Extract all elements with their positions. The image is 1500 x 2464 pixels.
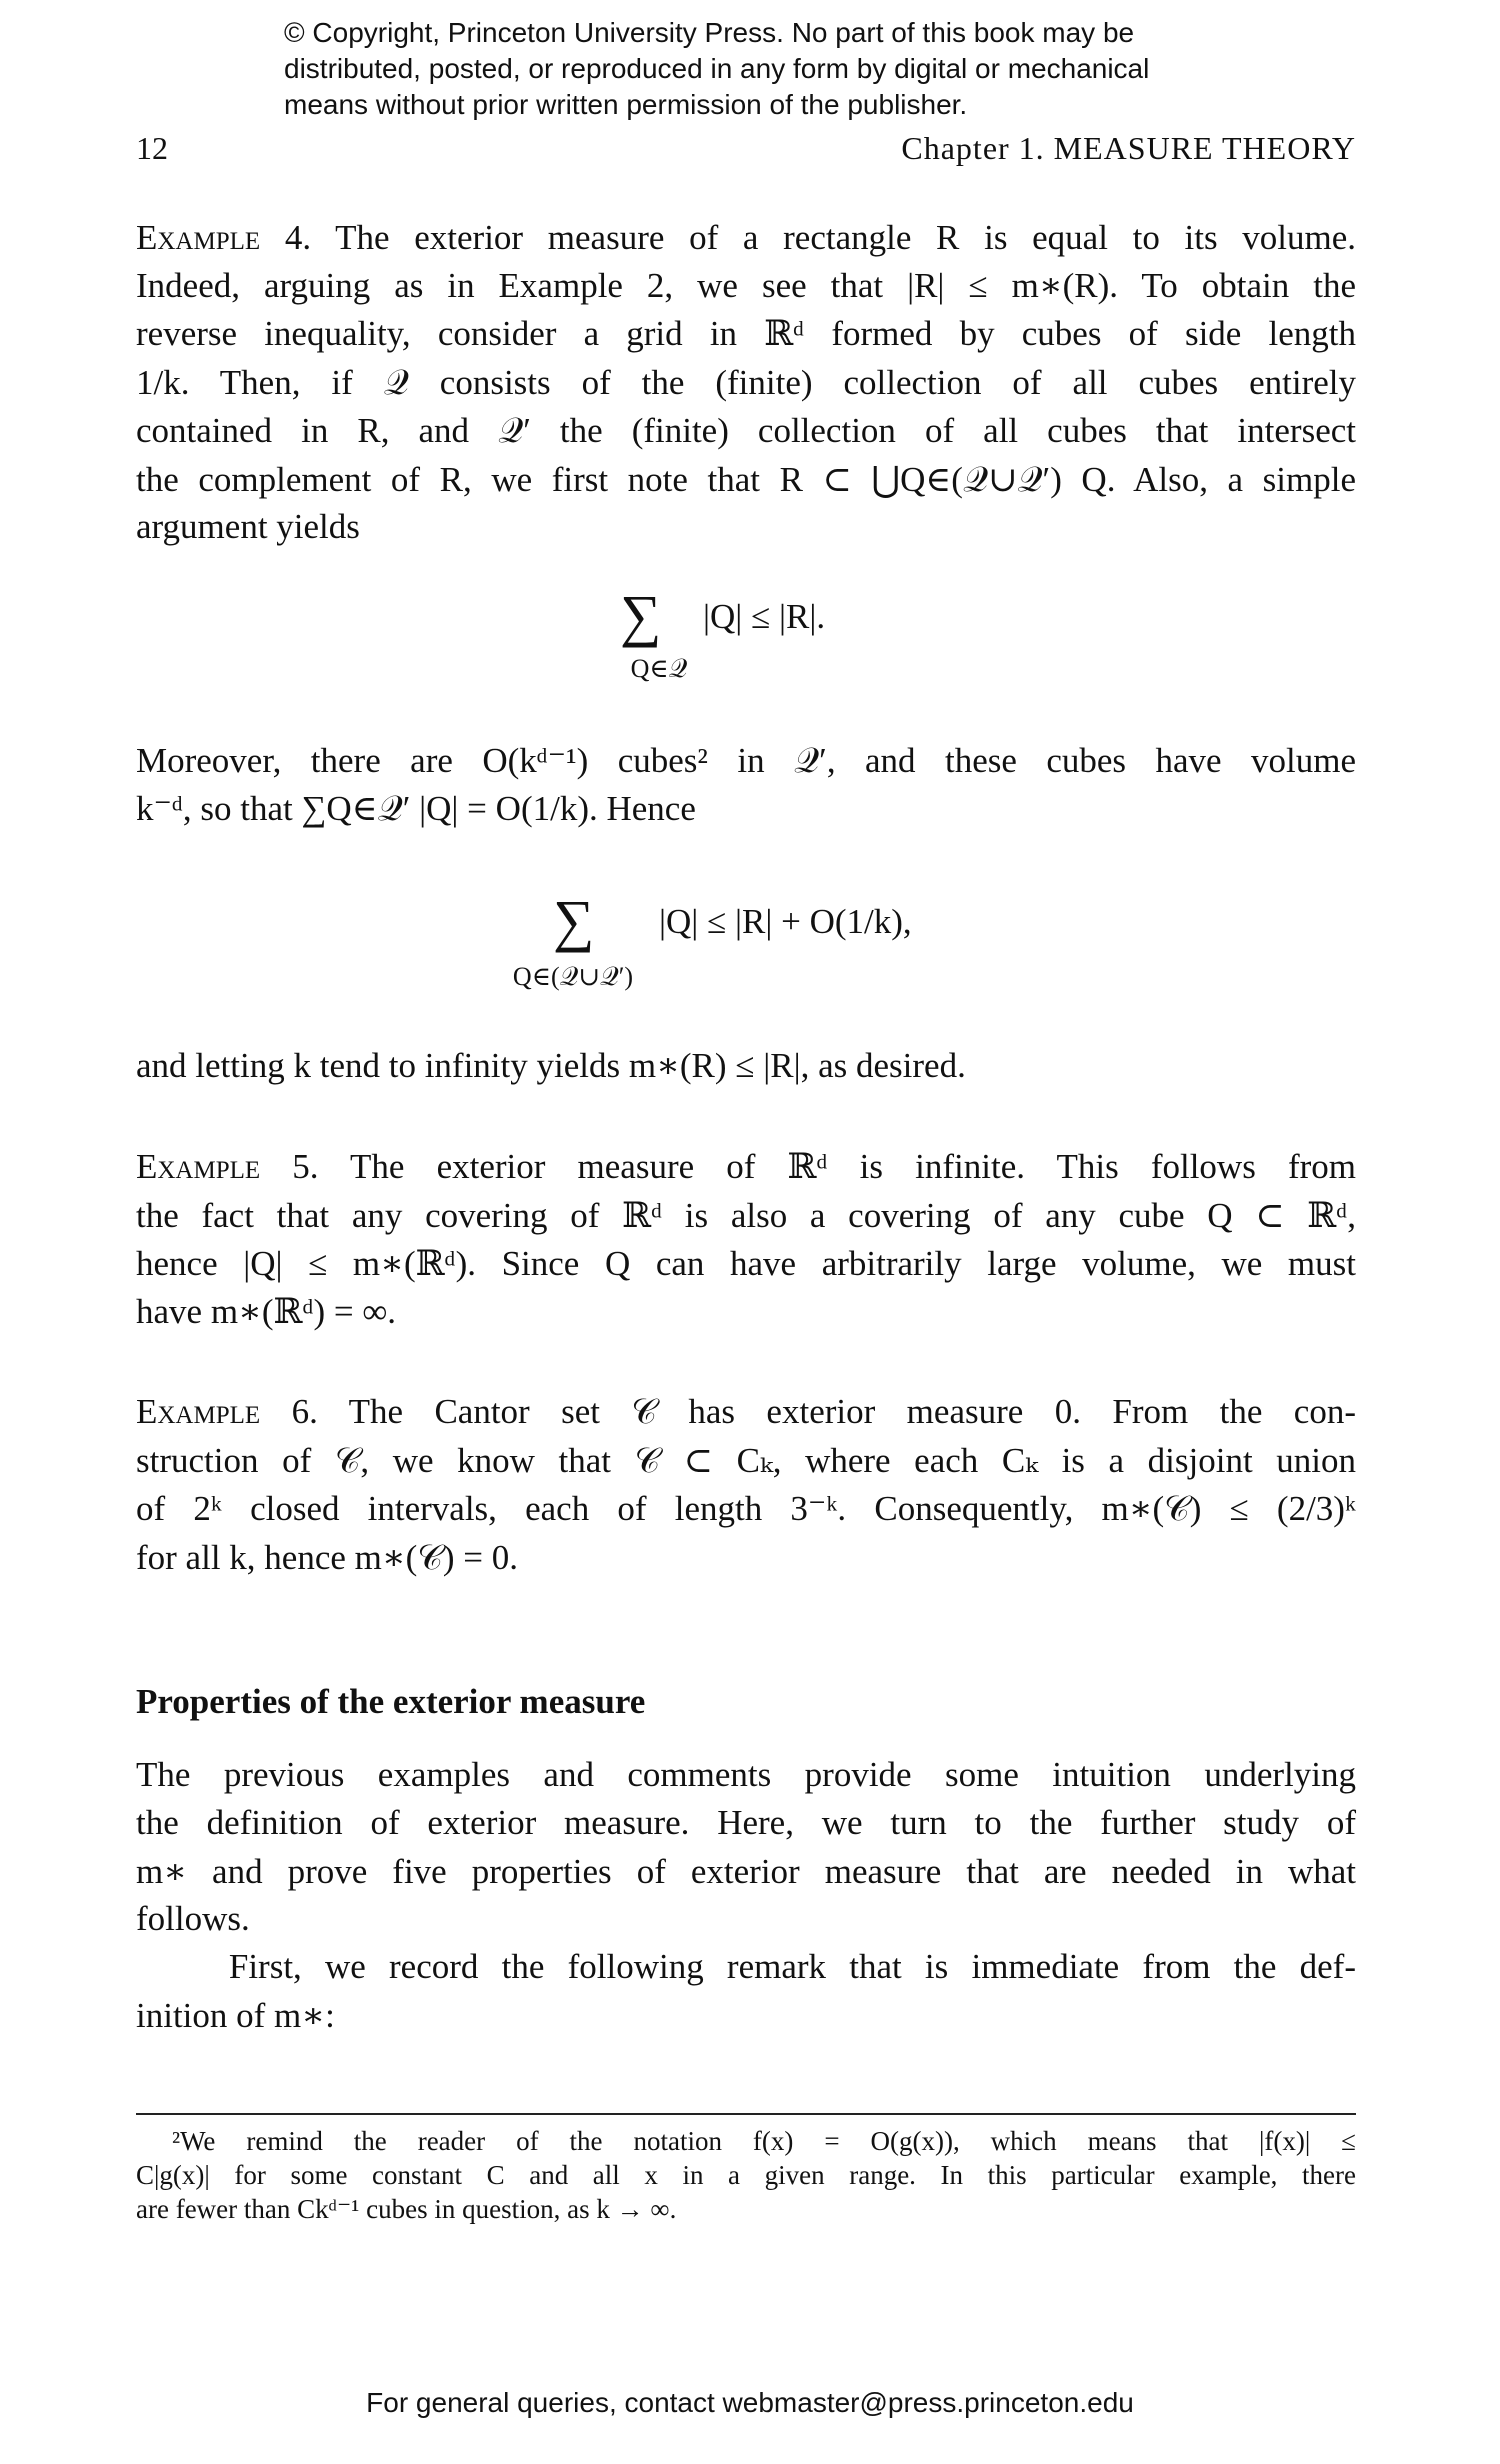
conclusion-line: and letting k tend to infinity yields m∗(R) ≤ |R|, as desired. bbox=[136, 1046, 966, 1085]
equation-subscript: Q∈(𝒬∪𝒬′) bbox=[512, 962, 634, 991]
example-label: Example 6. bbox=[136, 1392, 318, 1431]
sum-symbol: ∑ bbox=[553, 888, 595, 953]
equation-body: |Q| ≤ |R| + O(1/k), bbox=[659, 902, 912, 941]
example-4-line: reverse inequality, consider a grid in ℝᵈ formed by cubes of side length bbox=[136, 314, 1356, 353]
footnote-line: C|g(x)| for some constant C and all x in a given range. In this particular example, there bbox=[136, 2160, 1356, 2190]
example-6-line: of 2ᵏ closed intervals, each of length 3⁻ᵏ. Consequently, m∗(𝒞) ≤ (2/3)ᵏ bbox=[136, 1489, 1356, 1528]
example-4-line: contained in R, and 𝒬′ the (finite) collection of all cubes that intersect bbox=[136, 411, 1356, 450]
copyright-line: distributed, posted, or reproduced in any form by digital or mechanical bbox=[284, 53, 1150, 84]
example-6-line: struction of 𝒞, we know that 𝒞 ⊂ Cₖ, where each Cₖ is a disjoint union bbox=[136, 1441, 1356, 1480]
page-number: 12 bbox=[136, 130, 168, 166]
example-4-line: Indeed, arguing as in Example 2, we see that |R| ≤ m∗(R). To obtain the bbox=[136, 266, 1356, 305]
example-4-line bbox=[136, 214, 1356, 262]
example-4-line: argument yields bbox=[136, 507, 360, 546]
equation-subscript: Q∈𝒬 bbox=[630, 654, 688, 683]
copyright-line: © Copyright, Princeton University Press. No part of this book may be bbox=[284, 17, 1135, 48]
example-label: Example 5. bbox=[136, 1147, 319, 1186]
paragraph-line: m∗ and prove five properties of exterior measure that are needed in what bbox=[136, 1852, 1356, 1891]
paragraph-line: follows. bbox=[136, 1899, 250, 1938]
sum-symbol: ∑ bbox=[620, 583, 662, 648]
example-5-line bbox=[136, 1143, 1356, 1191]
example-5-line: hence |Q| ≤ m∗(ℝᵈ). Since Q can have arbitrarily large volume, we must bbox=[136, 1244, 1356, 1283]
footnote-divider bbox=[136, 2113, 1356, 2115]
text: The exterior measure of a rectangle R is equal to its volume. bbox=[311, 218, 1356, 257]
equation-body: |Q| ≤ |R|. bbox=[703, 597, 826, 636]
footnote-line: ²We remind the reader of the notation f(x) = O(g(x)), which means that |f(x)| ≤ bbox=[172, 2126, 1356, 2156]
example-5-line: the fact that any covering of ℝᵈ is also a covering of any cube Q ⊂ ℝᵈ, bbox=[136, 1196, 1356, 1235]
moreover-line: Moreover, there are O(kᵈ⁻¹) cubes² in 𝒬′, and these cubes have volume bbox=[136, 741, 1356, 780]
running-header: Chapter 1. MEASURE THEORY bbox=[901, 130, 1356, 166]
paragraph-line: the definition of exterior measure. Here, we turn to the further study of bbox=[136, 1803, 1356, 1842]
moreover-line: k⁻ᵈ, so that ∑Q∈𝒬′ |Q| = O(1/k). Hence bbox=[136, 789, 696, 828]
example-5-line: have m∗(ℝᵈ) = ∞. bbox=[136, 1292, 397, 1331]
text: The exterior measure of ℝᵈ is infinite. This follows from bbox=[318, 1147, 1356, 1186]
example-label: Example 4. bbox=[136, 218, 312, 257]
example-4-line: the complement of R, we first note that R ⊂ ⋃Q∈(𝒬∪𝒬′) Q. Also, a simple bbox=[136, 460, 1356, 499]
section-heading: Properties of the exterior measure bbox=[136, 1682, 646, 1721]
paragraph-line: First, we record the following remark that is immediate from the def- bbox=[136, 1947, 1356, 1986]
example-4-line: 1/k. Then, if 𝒬 consists of the (finite) collection of all cubes entirely bbox=[136, 363, 1356, 402]
example-6-line bbox=[136, 1388, 1356, 1436]
paragraph-line: The previous examples and comments provide some intuition underlying bbox=[136, 1755, 1356, 1794]
footnote-line: are fewer than Ckᵈ⁻¹ cubes in question, as k → ∞. bbox=[136, 2194, 677, 2224]
copyright-line: means without prior written permission of the publisher. bbox=[284, 89, 968, 120]
footer-contact: For general queries, contact webmaster@press.princeton.edu bbox=[366, 2387, 1134, 2418]
paragraph-line: inition of m∗: bbox=[136, 1996, 335, 2035]
text: The Cantor set 𝒞 has exterior measure 0. From the con- bbox=[317, 1392, 1356, 1431]
example-6-line: for all k, hence m∗(𝒞) = 0. bbox=[136, 1538, 518, 1577]
